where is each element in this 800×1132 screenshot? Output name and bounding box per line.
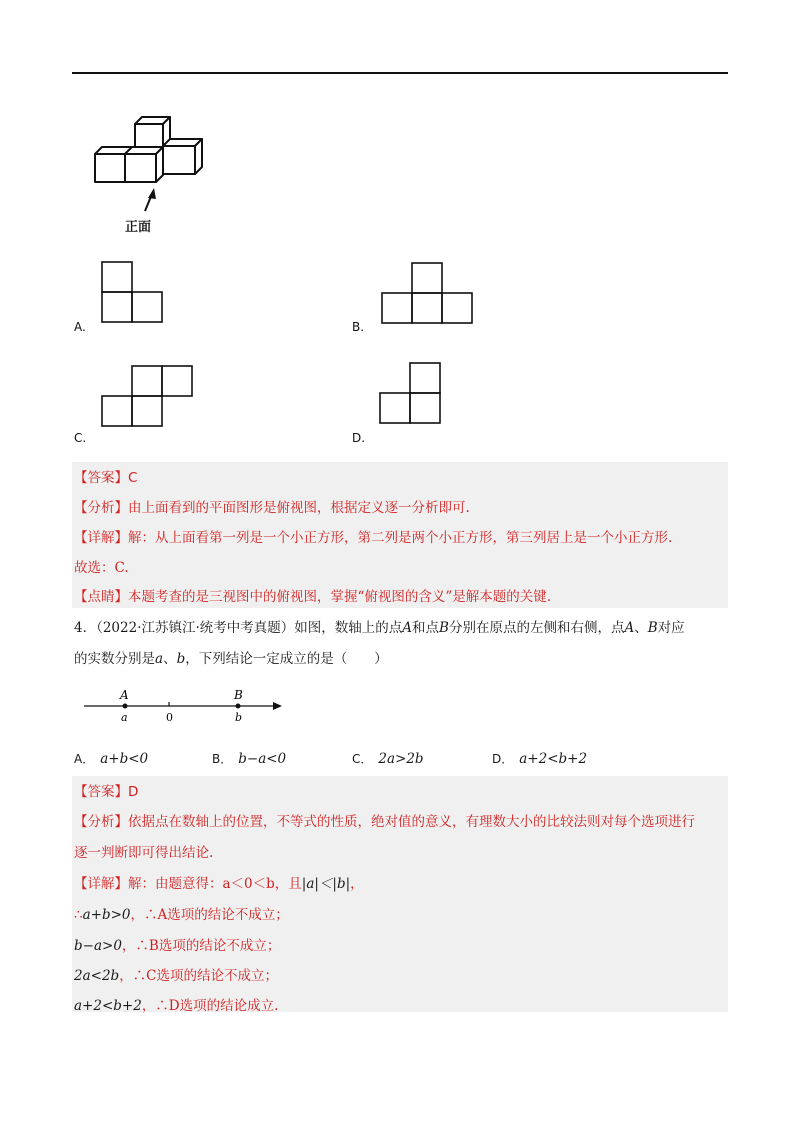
- detail-4-step-2: b−a>0，∴B选项的结论不成立；: [74, 938, 281, 954]
- label-A: A: [120, 688, 129, 702]
- tick-b: b: [235, 711, 243, 724]
- comment-3-line: [74, 585, 551, 605]
- option-b-label: B.: [352, 320, 365, 334]
- option-c-label: C.: [74, 431, 87, 445]
- label-B: B: [234, 688, 243, 702]
- option-d-label: D.: [352, 431, 366, 445]
- number-line: [80, 686, 286, 726]
- answer-4-line: 【答案】D: [74, 784, 139, 800]
- analysis-text: 由上面看到的平面图形是俯视图，根据定义逐一分析即可.: [128, 500, 470, 516]
- choice-a[interactable]: A． a+b<0: [74, 751, 149, 767]
- analysis-4-line-1: 【分析】依据点在数轴上的位置，不等式的性质，绝对值的意义，有理数大小的比较法则对每个选项进行: [74, 814, 695, 830]
- front-label: 正面: [125, 220, 152, 235]
- header-rule: [72, 72, 728, 74]
- option-a-label: A.: [74, 320, 86, 334]
- detail-4-line: 【详解】解：由题意得：a＜0＜b，且|a|＜|b|，: [74, 876, 364, 892]
- analysis-4-line-2: 逐一判断即可得出结论.: [74, 845, 214, 861]
- choose-text: 故选：C.: [74, 560, 129, 576]
- question-4-line-1: 4．（2022·江苏镇江·统考中考真题）如图，数轴上的点A和点B分别在原点的左侧和右侧，点A、B对应: [74, 620, 685, 636]
- option-a-figure: [100, 260, 164, 324]
- comment-tag: 【点睛】: [74, 589, 128, 605]
- choose-3-line: [74, 556, 129, 576]
- answer-tag: 【答案】: [74, 470, 128, 486]
- cube-figure: [90, 108, 215, 238]
- point-b-dot: [236, 704, 241, 709]
- option-c-figure: [100, 364, 196, 430]
- comment-text: 本题考查的是三视图中的俯视图，掌握“俯视图的含义”是解本题的关键.: [128, 589, 552, 605]
- answer-3-line: [74, 466, 137, 486]
- choice-b[interactable]: B． b−a<0: [212, 751, 287, 767]
- point-a-dot: [123, 704, 128, 709]
- detail-tag: 【详解】: [74, 530, 128, 546]
- analysis-3-line: [74, 496, 470, 516]
- choice-c[interactable]: C． 2a>2b: [352, 751, 424, 767]
- choice-d[interactable]: D． a+2<b+2: [492, 751, 588, 767]
- detail-4-step-4: a+2<b+2，∴D选项的结论成立.: [74, 998, 279, 1014]
- detail-3-line: [74, 526, 672, 546]
- tick-a: a: [121, 711, 128, 724]
- tick-0: 0: [166, 711, 173, 724]
- answer-value: C: [128, 470, 138, 486]
- detail-4-step-3: 2a<2b，∴C选项的结论不成立；: [74, 968, 279, 984]
- option-b-figure: [380, 261, 474, 325]
- detail-text: 解：从上面看第一列是一个小正方形，第二列是两个小正方形，第三列居上是一个小正方形.: [128, 530, 673, 546]
- detail-4-step-1: ∴a+b>0，∴A选项的结论不成立；: [74, 907, 289, 923]
- analysis-tag: 【分析】: [74, 500, 128, 516]
- option-d-figure: [378, 361, 442, 427]
- question-4-line-2: 的实数分别是a、b，下列结论一定成立的是（ ）: [74, 651, 388, 667]
